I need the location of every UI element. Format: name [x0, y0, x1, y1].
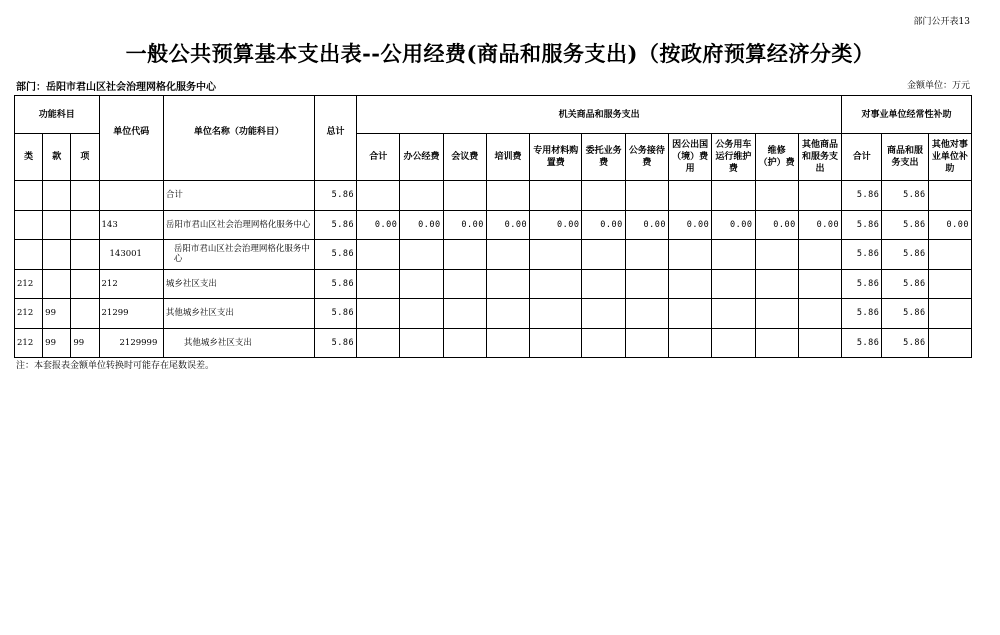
cell-unit-code: 2129999 [99, 328, 163, 358]
header-org-col: 委托业务费 [582, 134, 625, 181]
cell-subsidy-amount: 5.86 [882, 181, 928, 211]
table-body [15, 181, 972, 358]
cell-org-amount [798, 328, 841, 358]
cell-xiang [71, 269, 99, 299]
cell-subsidy-amount: 5.86 [882, 299, 928, 329]
table-row [15, 181, 972, 211]
cell-org-amount [530, 269, 582, 299]
cell-org-amount: 0.00 [582, 210, 625, 240]
cell-org-amount: 0.00 [798, 210, 841, 240]
cell-org-amount [755, 269, 798, 299]
cell-org-amount [443, 299, 486, 329]
cell-unit-code: 21299 [99, 299, 163, 329]
cell-org-amount: 0.00 [443, 210, 486, 240]
cell-org-amount: 0.00 [530, 210, 582, 240]
cell-org-amount [582, 240, 625, 270]
cell-org-amount [443, 240, 486, 270]
cell-org-amount [755, 328, 798, 358]
header-function-subject: 功能科目 [15, 96, 100, 134]
cell-subsidy-amount: 0.00 [928, 210, 971, 240]
cell-org-amount [530, 181, 582, 211]
department-label: 部门：岳阳市君山区社会治理网格化服务中心 [16, 82, 216, 93]
cell-org-amount: 0.00 [668, 210, 711, 240]
header-subsidy-col: 商品和服务支出 [882, 134, 928, 181]
cell-org-amount [712, 269, 755, 299]
cell-org-amount [625, 181, 668, 211]
cell-org-amount: 0.00 [625, 210, 668, 240]
header-org-col: 合计 [357, 134, 400, 181]
table-row [15, 328, 972, 358]
header-total: 总计 [314, 96, 356, 181]
cell-org-amount [486, 181, 529, 211]
cell-org-amount: 0.00 [712, 210, 755, 240]
cell-subsidy-amount [928, 328, 971, 358]
header-org-col: 培训费 [486, 134, 529, 181]
cell-subsidy-amount: 5.86 [882, 210, 928, 240]
cell-subsidy-amount: 5.86 [842, 269, 882, 299]
cell-subsidy-amount: 5.86 [882, 269, 928, 299]
cell-unit-name: 岳阳市君山区社会治理网格化服务中心 [163, 240, 314, 270]
cell-total: 5.86 [314, 299, 356, 329]
cell-subsidy-amount: 5.86 [842, 328, 882, 358]
cell-org-amount [400, 328, 443, 358]
cell-org-amount [625, 269, 668, 299]
cell-lei: 212 [15, 328, 43, 358]
cell-org-amount [486, 299, 529, 329]
cell-org-amount [530, 240, 582, 270]
cell-subsidy-amount [928, 269, 971, 299]
cell-subsidy-amount: 5.86 [882, 328, 928, 358]
cell-org-amount [582, 328, 625, 358]
cell-kuan: 99 [43, 299, 71, 329]
cell-org-amount [668, 240, 711, 270]
cell-org-amount [712, 299, 755, 329]
cell-total: 5.86 [314, 269, 356, 299]
cell-subsidy-amount: 5.86 [882, 240, 928, 270]
cell-subsidy-amount [928, 240, 971, 270]
cell-unit-code: 143001 [99, 240, 163, 270]
cell-org-amount [443, 269, 486, 299]
page-corner-label: 部门公开表13 [913, 17, 970, 27]
header-org-col: 会议费 [443, 134, 486, 181]
page-title: 一般公共预算基本支出表--公用经费(商品和服务支出)（按政府预算经济分类） [125, 41, 875, 66]
cell-org-amount [400, 240, 443, 270]
cell-unit-name: 合计 [163, 181, 314, 211]
cell-org-amount [357, 299, 400, 329]
cell-org-amount [400, 181, 443, 211]
cell-org-amount [668, 269, 711, 299]
cell-subsidy-amount [928, 299, 971, 329]
cell-org-amount [798, 269, 841, 299]
table-row [15, 210, 972, 240]
cell-xiang [71, 181, 99, 211]
cell-org-amount [486, 269, 529, 299]
cell-org-amount [712, 240, 755, 270]
cell-kuan [43, 269, 71, 299]
cell-org-amount [625, 299, 668, 329]
cell-subsidy-amount: 5.86 [842, 240, 882, 270]
cell-subsidy-amount [928, 181, 971, 211]
header-unit-code: 单位代码 [99, 96, 163, 181]
cell-lei [15, 210, 43, 240]
cell-org-amount [798, 181, 841, 211]
cell-unit-code: 212 [99, 269, 163, 299]
cell-org-amount [798, 299, 841, 329]
cell-lei [15, 181, 43, 211]
cell-org-amount [798, 240, 841, 270]
header-org-col: 公务用车运行维护费 [712, 134, 755, 181]
cell-unit-name: 岳阳市君山区社会治理网格化服务中心 [163, 210, 314, 240]
header-org-col: 公务接待费 [625, 134, 668, 181]
cell-xiang: 99 [71, 328, 99, 358]
cell-lei: 212 [15, 299, 43, 329]
cell-kuan [43, 240, 71, 270]
header-org-col: 其他商品和服务支出 [798, 134, 841, 181]
header-org-col: 因公出国（境）费用 [668, 134, 711, 181]
cell-unit-name: 城乡社区支出 [163, 269, 314, 299]
cell-lei [15, 240, 43, 270]
cell-kuan [43, 181, 71, 211]
cell-total: 5.86 [314, 181, 356, 211]
cell-subsidy-amount: 5.86 [842, 181, 882, 211]
cell-org-amount [625, 328, 668, 358]
header-org-goods-services: 机关商品和服务支出 [357, 96, 842, 134]
table-row [15, 299, 972, 329]
cell-org-amount [443, 328, 486, 358]
cell-org-amount [755, 299, 798, 329]
cell-total: 5.86 [314, 240, 356, 270]
header-subsidy-col: 合计 [842, 134, 882, 181]
cell-org-amount [582, 181, 625, 211]
cell-org-amount [486, 240, 529, 270]
cell-org-amount [582, 269, 625, 299]
cell-org-amount [582, 299, 625, 329]
cell-kuan [43, 210, 71, 240]
cell-org-amount [668, 328, 711, 358]
cell-kuan: 99 [43, 328, 71, 358]
cell-org-amount [530, 299, 582, 329]
cell-org-amount [712, 328, 755, 358]
cell-org-amount [357, 269, 400, 299]
cell-org-amount: 0.00 [486, 210, 529, 240]
cell-org-amount [400, 269, 443, 299]
cell-total: 5.86 [314, 210, 356, 240]
cell-org-amount [755, 240, 798, 270]
cell-org-amount [443, 181, 486, 211]
cell-org-amount [530, 328, 582, 358]
cell-xiang [71, 240, 99, 270]
cell-xiang [71, 210, 99, 240]
cell-org-amount [357, 240, 400, 270]
header-org-col: 办公经费 [400, 134, 443, 181]
cell-org-amount [712, 181, 755, 211]
header-org-col: 专用材料购置费 [530, 134, 582, 181]
table-row [15, 269, 972, 299]
cell-org-amount: 0.00 [400, 210, 443, 240]
cell-subsidy-amount: 5.86 [842, 299, 882, 329]
header-lei: 类 [15, 134, 43, 181]
cell-unit-name: 其他城乡社区支出 [163, 328, 314, 358]
cell-org-amount [400, 299, 443, 329]
header-xiang: 项 [71, 134, 99, 181]
cell-org-amount [357, 181, 400, 211]
cell-org-amount [486, 328, 529, 358]
header-unit-name: 单位名称（功能科目） [163, 96, 314, 181]
footnote: 注：本套报表金额单位转换时可能存在尾数误差。 [16, 361, 215, 371]
cell-org-amount [668, 181, 711, 211]
amount-unit-label: 金额单位：万元 [906, 81, 970, 91]
header-kuan: 款 [43, 134, 71, 181]
cell-org-amount: 0.00 [755, 210, 798, 240]
cell-xiang [71, 299, 99, 329]
cell-lei: 212 [15, 269, 43, 299]
header-org-col: 维修（护）费 [755, 134, 798, 181]
cell-unit-code [99, 181, 163, 211]
cell-org-amount [625, 240, 668, 270]
expenditure-table [14, 95, 972, 358]
cell-total: 5.86 [314, 328, 356, 358]
cell-org-amount [755, 181, 798, 211]
table-row [15, 240, 972, 270]
cell-org-amount [668, 299, 711, 329]
header-subsidy-col: 其他对事业单位补助 [928, 134, 971, 181]
cell-unit-name: 其他城乡社区支出 [163, 299, 314, 329]
cell-org-amount [357, 328, 400, 358]
header-subsidy: 对事业单位经常性补助 [842, 96, 972, 134]
cell-org-amount: 0.00 [357, 210, 400, 240]
cell-unit-code: 143 [99, 210, 163, 240]
cell-subsidy-amount: 5.86 [842, 210, 882, 240]
